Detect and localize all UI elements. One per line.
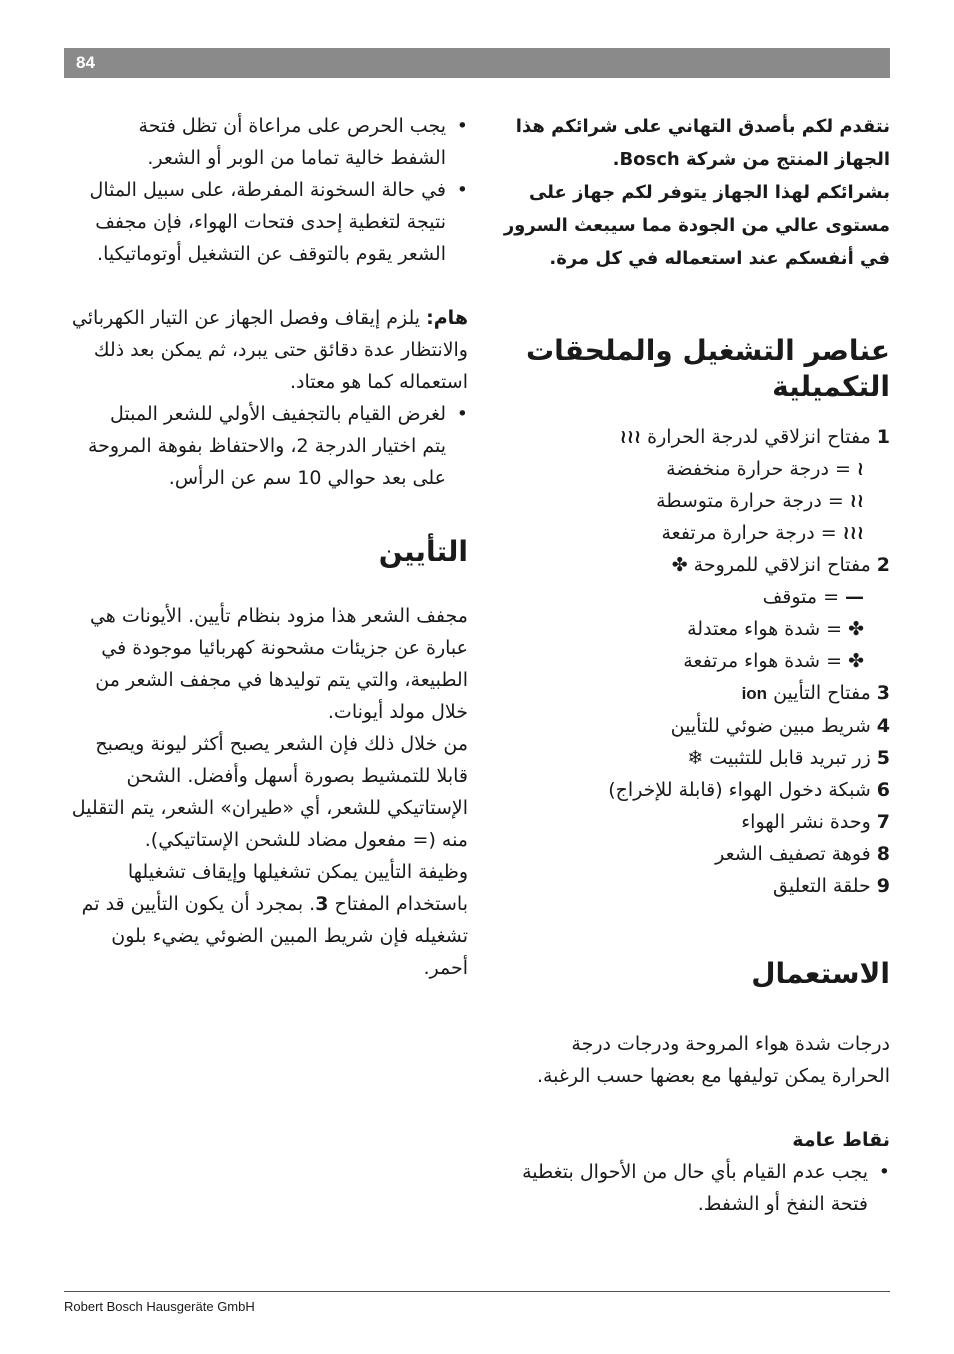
fan-icon: ✤: [671, 554, 688, 576]
item-text: شريط مبين ضوئي للتأيين: [670, 715, 871, 737]
intro-line: بشرائكم لهذا الجهاز يتوفر لكم جهاز على: [528, 182, 890, 203]
item-text: = درجة حرارة مرتفعة: [661, 522, 837, 544]
controls-item: [490, 517, 890, 549]
intro-line: في أنفسكم عند استعماله في كل مرة.: [549, 248, 890, 269]
controls-item: [490, 453, 890, 485]
controls-item: [490, 645, 890, 677]
item-number: 9: [876, 875, 890, 897]
left-column: [64, 110, 468, 984]
item-text: = شدة هواء معتدلة: [687, 618, 843, 640]
item-text: فوهة تصفيف الشعر: [715, 843, 871, 865]
controls-list: [490, 421, 890, 902]
ion-p3-end: . بمجرد أن يكون التأيين قد تم تشغيله فإن شريط المبين الضوئي يضيء بلون أحمر.: [81, 893, 468, 979]
intro-line: نتقدم لكم بأصدق التهاني على شرائكم هذا: [515, 116, 890, 137]
page-number: 84: [76, 53, 95, 72]
item-text: = درجة حرارة منخفضة: [666, 458, 851, 480]
snowflake-icon: ❄: [687, 747, 704, 769]
heat-3-icon: ≀≀≀: [842, 522, 864, 544]
controls-item: [490, 742, 890, 774]
controls-item: [490, 677, 890, 710]
important-label: هام:: [426, 307, 468, 329]
heat-1-icon: ≀: [856, 458, 864, 480]
item-number: 4: [876, 715, 890, 737]
item-number: 2: [876, 554, 890, 576]
controls-item: [490, 806, 890, 838]
fan-icon: ✤: [848, 650, 864, 672]
ion-p3-start: وظيفة التأيين يمكن تشغيلها وإيقاف تشغيلها باستخدام المفتاح: [127, 861, 468, 915]
ion-paragraph-3: [64, 856, 468, 984]
fan-icon: ✤: [848, 618, 864, 640]
important-text: يلزم إيقاف وفصل الجهاز عن التيار الكهربائي والانتظار عدة دقائق حتى يبرد، ثم يمكن بعد ذلك استعماله كما هو معتاد.: [71, 307, 468, 393]
off-dash-icon: —: [845, 586, 864, 608]
bullet-intake-clear: • يجب الحرص على مراعاة أن تظل فتحة الشفط خالية تماما من الوبر أو الشعر.: [64, 110, 468, 174]
bullet-cover-opening: • يجب عدم القيام بأي حال من الأحوال بتغطية فتحة النفخ أو الشفط.: [490, 1156, 890, 1220]
item-number: 6: [876, 779, 890, 801]
ion-key-number: 3: [315, 893, 329, 915]
item-text: = متوقف: [762, 586, 839, 608]
controls-item: [490, 485, 890, 517]
controls-title-line1: عناصر التشغيل والملحقات: [526, 334, 890, 367]
item-text: شبكة دخول الهواء (قابلة للإخراج): [608, 779, 871, 801]
bullet-overheat: • في حالة السخونة المفرطة، على سبيل المثال نتيجة لتغطية إحدى فتحات الهواء، فإن مجفف الشعر يقوم بالتوقف عن التشغيل أوتوماتيكيا.: [64, 174, 468, 270]
controls-item: [490, 549, 890, 581]
item-number: 1: [876, 426, 890, 448]
heat-3-icon: ≀≀≀: [619, 426, 642, 448]
controls-item: [490, 838, 890, 870]
ion-paragraph-2: من خلال ذلك فإن الشعر يصبح أكثر ليونة ويصبح قابلا للتمشيط بصورة أسهل وأفضل. الشحن الإستاتيكي للشعر، أي «طيران» الشعر، يتم التقليل منه (= مفعول مضاد للشحن الإستاتيكي).: [71, 733, 468, 851]
controls-item: [490, 870, 890, 902]
item-text: = شدة هواء مرتفعة: [683, 650, 843, 672]
heat-2-icon: ≀≀: [849, 490, 864, 512]
controls-item: [490, 581, 890, 613]
header-bar: [64, 48, 890, 78]
footer-divider: [64, 1291, 890, 1292]
usage-title: الاستعمال: [751, 957, 890, 990]
item-number: 8: [876, 843, 890, 865]
item-text: زر تبريد قابل للتثبيت: [709, 747, 871, 769]
controls-item: [490, 421, 890, 453]
intro-line: الجهاز المنتج من شركة Bosch.: [612, 149, 890, 170]
item-text: مفتاح التأيين: [773, 682, 871, 704]
item-number: 5: [876, 747, 890, 769]
item-text: مفتاح انزلاقي للمروحة: [693, 554, 871, 576]
intro-line: مستوى عالي من الجودة مما سيبعث السرور: [503, 215, 890, 236]
controls-item: [490, 613, 890, 645]
item-text: = درجة حرارة متوسطة: [656, 490, 844, 512]
ion-title: التأيين: [378, 535, 468, 568]
controls-title-line2: التكميلية: [772, 370, 890, 403]
ion-label: ion: [741, 684, 768, 703]
usage-text: درجات شدة هواء المروحة ودرجات درجة الحرارة يمكن توليفها مع بعضها حسب الرغبة.: [536, 1033, 890, 1087]
right-column: [490, 110, 890, 1220]
item-number: 3: [876, 682, 890, 704]
item-text: مفتاح انزلاقي لدرجة الحرارة: [647, 426, 871, 448]
footer-company: Robert Bosch Hausgeräte GmbH: [64, 1299, 255, 1314]
controls-item: [490, 774, 890, 806]
important-note: [64, 302, 468, 398]
item-number: 7: [876, 811, 890, 833]
general-points-title: نقاط عامة: [792, 1129, 890, 1151]
intro-paragraph: [490, 110, 890, 275]
controls-item: [490, 710, 890, 742]
ion-paragraph-1: مجفف الشعر هذا مزود بنظام تأيين. الأيونات هي عبارة عن جزيئات مشحونة كهربائيا موجودة في الطبيعة، والتي يتم توليدها في مجفف الشعر من خلال مولد أيونات.: [89, 605, 468, 723]
item-text: وحدة نشر الهواء: [741, 811, 871, 833]
item-text: حلقة التعليق: [773, 875, 871, 897]
bullet-initial-drying: • لغرض القيام بالتجفيف الأولي للشعر المبتل يتم اختيار الدرجة 2، والاحتفاظ بفوهة المروحة على بعد حوالي 10 سم عن الرأس.: [64, 398, 468, 494]
